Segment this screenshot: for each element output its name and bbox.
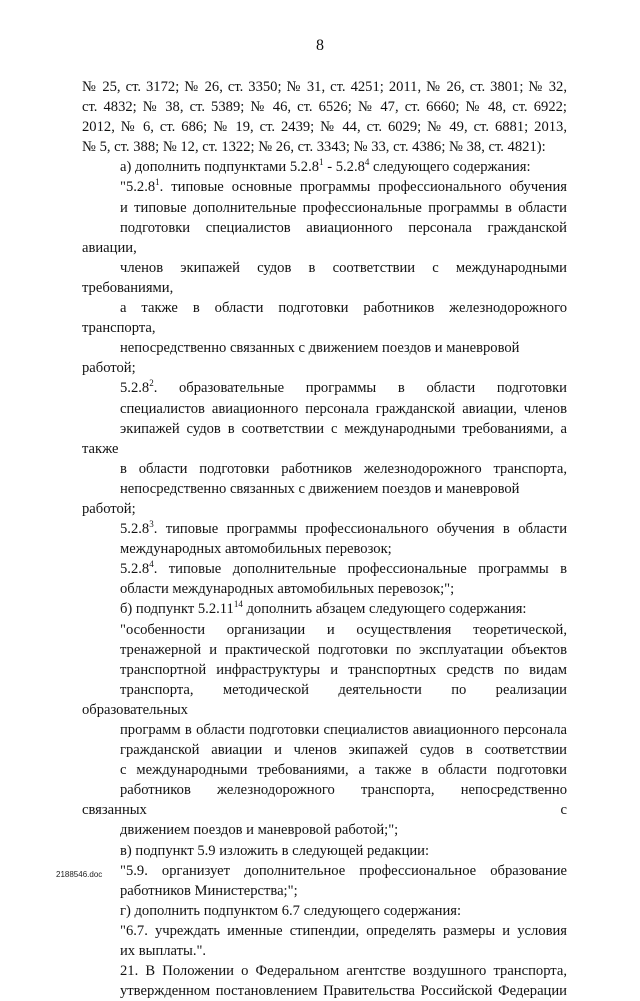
text-line: непосредственно связанных с движением поездов и маневровой работой;: [82, 340, 520, 377]
text-line: а также в области подготовки работников железнодорожного транспорта,: [82, 300, 567, 337]
text-line: работников железнодорожного транспорта, непосредственно связанных с: [82, 782, 567, 819]
text-line: [82, 177, 567, 197]
text-line: [82, 519, 567, 539]
text-line: № 5, ст. 388; № 12, ст. 1322; № 26, ст. 3343; № 33, ст. 4386; № 38, ст. 4821):: [82, 139, 546, 156]
paragraph-item-a: [82, 157, 567, 177]
text-line: в области подготовки работников железнодорожного транспорта,: [120, 460, 567, 477]
paragraph-5-9: [82, 861, 567, 901]
superscript: 1: [319, 157, 324, 168]
text-fragment: "5.2.8: [120, 179, 156, 196]
text-line: области международных автомобильных перевозок;";: [120, 581, 455, 598]
paragraph-item-b: [82, 599, 567, 619]
text-fragment: . типовые основные программы профессионального обучения: [159, 179, 567, 196]
text-line: 2012, № 6, ст. 686; № 19, ст. 2439; № 44, ст. 6029; № 49, ст. 6881; 2013,: [82, 119, 567, 136]
text-fragment: следующего содержания:: [369, 159, 531, 176]
footer-filename: 2188546.doc: [56, 870, 103, 879]
text-line: с международными требованиями, а также в области подготовки: [120, 762, 567, 779]
text-line: гражданской авиации и членов экипажей судов в соответствии: [120, 742, 567, 759]
text-line: транспортной инфраструктуры и транспортных средств по видам: [120, 661, 567, 678]
paragraph-5-2-8-1: [82, 177, 567, 378]
superscript: 4: [364, 157, 370, 168]
text-line: ст. 4832; № 38, ст. 5389; № 46, ст. 6526; № 47, ст. 6660; № 48, ст. 6922;: [82, 99, 567, 116]
text-line: работников Министерства;";: [120, 882, 298, 899]
paragraph-5-2-8-2: [82, 378, 567, 519]
text-line: движением поездов и маневровой работой;";: [120, 822, 399, 839]
paragraph-5-2-8-3: [82, 519, 567, 559]
text-line: международных автомобильных перевозок;: [120, 541, 392, 558]
text-line: тренажерной и практической подготовки по эксплуатации объектов: [120, 641, 567, 658]
text-line: экипажей судов в соответствии с международными требованиями, а также: [82, 420, 567, 457]
paragraph-5-2-8-4: [82, 559, 567, 599]
document-body: [82, 77, 567, 1001]
paragraph-item-v: в) подпункт 5.9 изложить в следующей редакции:: [120, 842, 430, 859]
text-line: 21. В Положении о Федеральном агентстве воздушного транспорта,: [120, 963, 567, 980]
text-line: их выплаты.".: [120, 943, 207, 960]
text-fragment: 5.2.8: [120, 521, 150, 538]
superscript: 1: [155, 177, 160, 188]
text-line: подготовки специалистов авиационного персонала гражданской авиации,: [82, 219, 567, 256]
text-line: утвержденном постановлением Правительства Российской Федерации: [120, 983, 567, 1000]
paragraph-6-7: [82, 921, 567, 961]
text-fragment: 5.2.8: [120, 380, 150, 397]
page-number: 8: [316, 37, 324, 54]
text-line: специалистов авиационного персонала гражданской авиации, членов: [120, 400, 567, 417]
text-fragment: . типовые программы профессионального обучения в области: [153, 521, 567, 538]
text-fragment: . типовые дополнительные профессиональные программы в: [153, 561, 567, 578]
text-fragment: . образовательные программы в области подготовки: [153, 380, 567, 397]
text-fragment: дополнить абзацем следующего содержания:: [242, 601, 527, 618]
text-line: членов экипажей судов в соответствии с международными требованиями,: [82, 259, 567, 296]
text-line: "5.9. организует дополнительное профессиональное образование: [120, 862, 567, 879]
text-line: [82, 559, 567, 579]
superscript: 14: [233, 599, 243, 610]
text-fragment: 5.2.8: [120, 561, 150, 578]
text-line: транспорта, методической деятельности по реализации образовательных: [82, 681, 567, 718]
text-line: [82, 378, 567, 398]
paragraph-21: [82, 961, 567, 1001]
text-fragment: б) подпункт 5.2.11: [120, 601, 234, 618]
paragraph-training-features: [82, 620, 567, 841]
paragraph-citations: [82, 77, 567, 157]
text-line: "особенности организации и осуществления теоретической,: [120, 621, 567, 638]
text-line: и типовые дополнительные профессиональные программы в области: [120, 199, 567, 216]
text-fragment: - 5.2.8: [323, 159, 365, 176]
text-line: "6.7. учреждать именные стипендии, определять размеры и условия: [120, 922, 567, 939]
text-line: непосредственно связанных с движением поездов и маневровой работой;: [82, 480, 520, 517]
superscript: 2: [149, 378, 154, 389]
text-line: № 25, ст. 3172; № 26, ст. 3350; № 31, ст. 4251; 2011, № 26, ст. 3801; № 32,: [82, 79, 567, 95]
text-line: программ в области подготовки специалистов авиационного персонала: [120, 722, 567, 738]
paragraph-item-g: г) дополнить подпунктом 6.7 следующего содержания:: [120, 902, 462, 919]
superscript: 3: [149, 519, 154, 530]
text-fragment: а) дополнить подпунктами 5.2.8: [120, 159, 320, 176]
superscript: 4: [149, 559, 154, 570]
